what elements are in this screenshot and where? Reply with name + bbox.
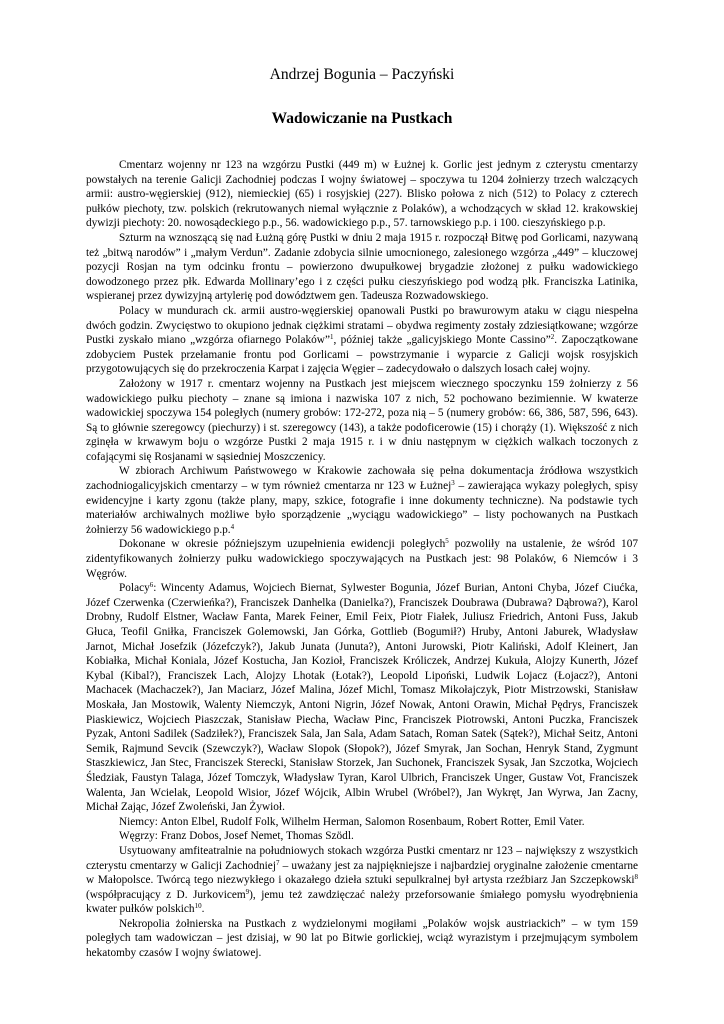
footnote-ref: 4 <box>230 522 235 531</box>
paragraph-assault: Szturm na wznoszącą się nad Łużną górę Pustki w dniu 2 maja 1915 r. rozpoczął Bitwę pod Gorlicami, nazywaną też „bitwą narodów” i „małym Verdun”. Zadanie zdobycia silnie umocnionego, zalesionego wzgórza „449” – kluczowej pozycji Rosjan na tym odcinku frontu – powierzono dwupułkowej brygadzie złożonej z pułku wadowickiego dowodzonego przez płk. Edwarda Mollinary’ego i z części pułku cieszyńskiego pod wodzą płk. Franciszka Latinika, wspieranej przez dywizyjną artylerię pod dowództwem gen. Tadeusza Rozwadowskiego. <box>86 231 638 303</box>
footnote-ref: 5 <box>445 537 449 546</box>
paragraph-archive: W zbiorach Archiwum Państwowego w Krakowie zachowała się pełna dokumentacja źródłowa wszystkich zachodniogalicyjskich cmentarzy – w tym również cmentarza nr 123 w Łużnej$^3$ – zawierająca wykazy poległych, spisy ewidencyjne i karty zgonu (także plany, mapy, szkice, fotografie i inne dokumenty techniczne). Na podstawie tych materiałów archiwalnych możliwe było sporządzenie „wyciągu wadowickiego” – listy pochowanych na Pustkach żołnierzy 56 wadowickiego p.p.$^4$ <box>86 465 638 536</box>
paragraph-design: Usytuowany amfiteatralnie na południowych stokach wzgórza Pustki cmentarz nr 123 – największy z wszystkich czterystu cmentarzy w Galicji Zachodniej$^7$ – uważany jest za najpiękniejsze i najbardziej oryginalne założenie cmentarne w Małopolsce. Twórcą tego niezwykłego i okazałego dzieła sztuki sepulkralnej był artysta rzeźbiarz Jan Szczepkowski$^8$ (współpracujący z D. Jurkovicem$^9$), jemu też zawdzięczać należy przeforsowanie śmiałego pomysłu wyodrębnienia kwater pułków polskich$^{10}$. <box>86 844 638 916</box>
paragraph-records: Dokonane w okresie późniejszym uzupełnienia ewidencji poległych$^5$ pozwoliły na ustalenie, że wśród 107 zidentyfikowanych żołnierzy pułku wadowickiego spoczywających na Pustkach jest: 98 Polaków, 6 Niemców i 3 Węgrów. <box>86 537 638 580</box>
paragraph-intro: Cmentarz wojenny nr 123 na wzgórzu Pustki (449 m) w Łużnej k. Gorlic jest jednym z czterystu cmentarzy powstałych na terenie Galicji Zachodniej podczas I wojny światowej – spoczywa tu 1204 żołnierzy trzech walczących armii: austro-węgierskiej (912), niemieckiej (65) i rosyjskiej (227). Blisko połowa z nich (512) to Polacy z czterech pułków piechoty, tzw. polskich (rekrutowanych niemal wyłącznie z Polaków), a wchodzących w skład 12. krakowskiej dywizji piechoty: 20. nowosądeckiego p.p., 56. wadowickiego p.p., 57. tarnowskiego p.p. i 100. cieszyńskiego p.p. <box>86 159 638 230</box>
author-heading: Andrzej Bogunia – Paczyński <box>269 66 455 83</box>
footnote-ref: 9 <box>245 887 250 896</box>
paragraph-cemetery: Założony w 1917 r. cmentarz wojenny na Pustkach jest miejscem wiecznego spoczynku 159 żołnierzy z 56 wadowickiego pułku piechoty – znane są imiona i nazwiska 107 z nich, 52 pochowano bezimiennie. W kwaterze wadowickiej spoczywa 154 poległych (numery grobów: 172-272, poza nią – 5 (numery grobów: 66, 386, 587, 596, 643). Są to głównie szeregowcy (piechurzy) i st. szeregowcy (143), a także podoficerowie (15) i chorąży (1). Większość z nich zginęła w krwawym boju o wzgórze Pustki 2 maja 1915 r. i w dniu następnym w ciężkich walkach toczonych z cofającymi się Rosjanami w sąsiedniej Moszczenicy. <box>86 377 638 463</box>
footnote-ref: 7 <box>275 858 280 867</box>
footnote-ref: 6 <box>149 581 154 590</box>
paragraph-closing: Nekropolia żołnierska na Pustkach z wydzielonymi mogiłami „Polaków wojsk austriackich” – w tym 159 poległych tam wadowiczan – jest dzisiaj, w 90 lat po Bitwie gorlickiej, wciąż wyrazistym i przejmującym symbolem hekatomby czasów I wojny światowej. <box>86 917 638 960</box>
footnote-ref: 3 <box>451 479 455 488</box>
footnote-ref: 8 <box>634 873 638 882</box>
paragraph-germans-list: Niemcy: Anton Elbel, Rudolf Folk, Wilhelm Herman, Salomon Rosenbaum, Robert Rotter, Emil Vater. <box>119 815 585 828</box>
footnote-ref: 1 <box>329 333 334 342</box>
paragraph-victory: Polacy w mundurach ck. armii austro-węgierskiej opanowali Pustki po brawurowym ataku w ciągu niespełna dwóch godzin. Zwycięstwo to okupiono jednak ciężkimi stratami – obydwa regimenty zostały zdziesiątkowane; wzgórze Pustki zyskało miano „wzgórza ofiarnego Polaków”$^1$, później także „galicyjskiego Monte Cassino”$^2$. Zapoczątkowane zdobyciem Pustek przełamanie frontu pod Gorlicami – powstrzymanie i wyparcie z Galicji wojsk rosyjskich przygotowujących się do przekroczenia Karpat i zajęcia Węgier – zadecydowało o dalszych losach całej wojny. <box>86 304 638 376</box>
paragraph-hungarians-list: Węgrzy: Franz Dobos, Josef Nemet, Thomas Szödl. <box>119 830 354 843</box>
article-body <box>86 158 638 961</box>
article-title: Wadowiczanie na Pustkach <box>271 110 453 127</box>
footnote-ref: 10 <box>194 902 202 911</box>
paragraph-poles-list: Polacy$^6$: Wincenty Adamus, Wojciech Biernat, Sylwester Bogunia, Józef Burian, Antoni Chyba, Józef Ciućka, Józef Czerwenka (Czerwieńka?), Franciszek Danhelka (Danielka?), Franciszek Doubrawa (Dubrawa? Dąbrowa?), Karol Drobny, Rudolf Elstner, Wacław Fanta, Marek Feiner, Emil Feix, Piotr Fiałek, Juliusz Friedrich, Antoni Fuss, Jakub Głuca, Teofil Gniłka, Franciszek Golemowski, Jan Górka, Gottlieb (Bogumił?) Hruby, Antoni Jaburek, Władysław Jarnot, Michał Josefzik (Józefczyk?), Jakub Junata (Junuta?), Antoni Jurowski, Piotr Kaliński, Adolf Kleinert, Jan Kobiałka, Michał Koniala, Józef Kostucha, Jan Kozioł, Franciszek Króliczek, Andrzej Kukuła, Alojzy Kunerth, Józef Kybal (Kibal?), Franciszek Lach, Alojzy Lhotak (Łotak?), Leopold Lipoński, Ludwik Lojacz (Łojacz?), Antoni Machacek (Machaczek?), Jan Maciarz, Józef Malina, Józef Michl, Tomasz Mikołajczyk, Piotr Mistrzowski, Stanisław Moskała, Jan Mostowik, Walenty Niemczyk, Antoni Nigrin, Józef Nowak, Antoni Orawin, Michał Pędrys, Franciszek Piaskiewicz, Wojciech Piaszczak, Stanisław Piecha, Wacław Pinc, Franciszek Piotrowski, Antoni Puczka, Franciszek Pyzak, Antoni Sadilek (Sadziłek?), Franciszek Sala, Jan Sala, Adam Satach, Roman Satek (Sątek?), Michał Seitz, Antoni Semik, Rajmund Sevcik (Szewczyk?), Wacław Slopok (Słopok?), Józef Smyrak, Jan Sochan, Henryk Stand, Zygmunt Staszkiewicz, Jan Stec, Franciszek Sterecki, Stanisław Storzek, Jan Suchonek, Franciszek Sysak, Jan Szczotka, Wojciech Śledziak, Faustyn Talaga, Józef Tomczyk, Władysław Tyran, Karol Ulbrich, Franciszek Unger, Gustaw Vot, Franciszek Walenta, Jan Wcielak, Leopold Wisior, Józef Wójcik, Albin Wrubel (Wróbel?), Jan Wykręt, Jan Wyrwa, Jan Zacny, Michał Zając, Józef Zwoleński, Jan Żywioł. <box>86 581 638 814</box>
footnote-ref: 2 <box>550 333 555 342</box>
